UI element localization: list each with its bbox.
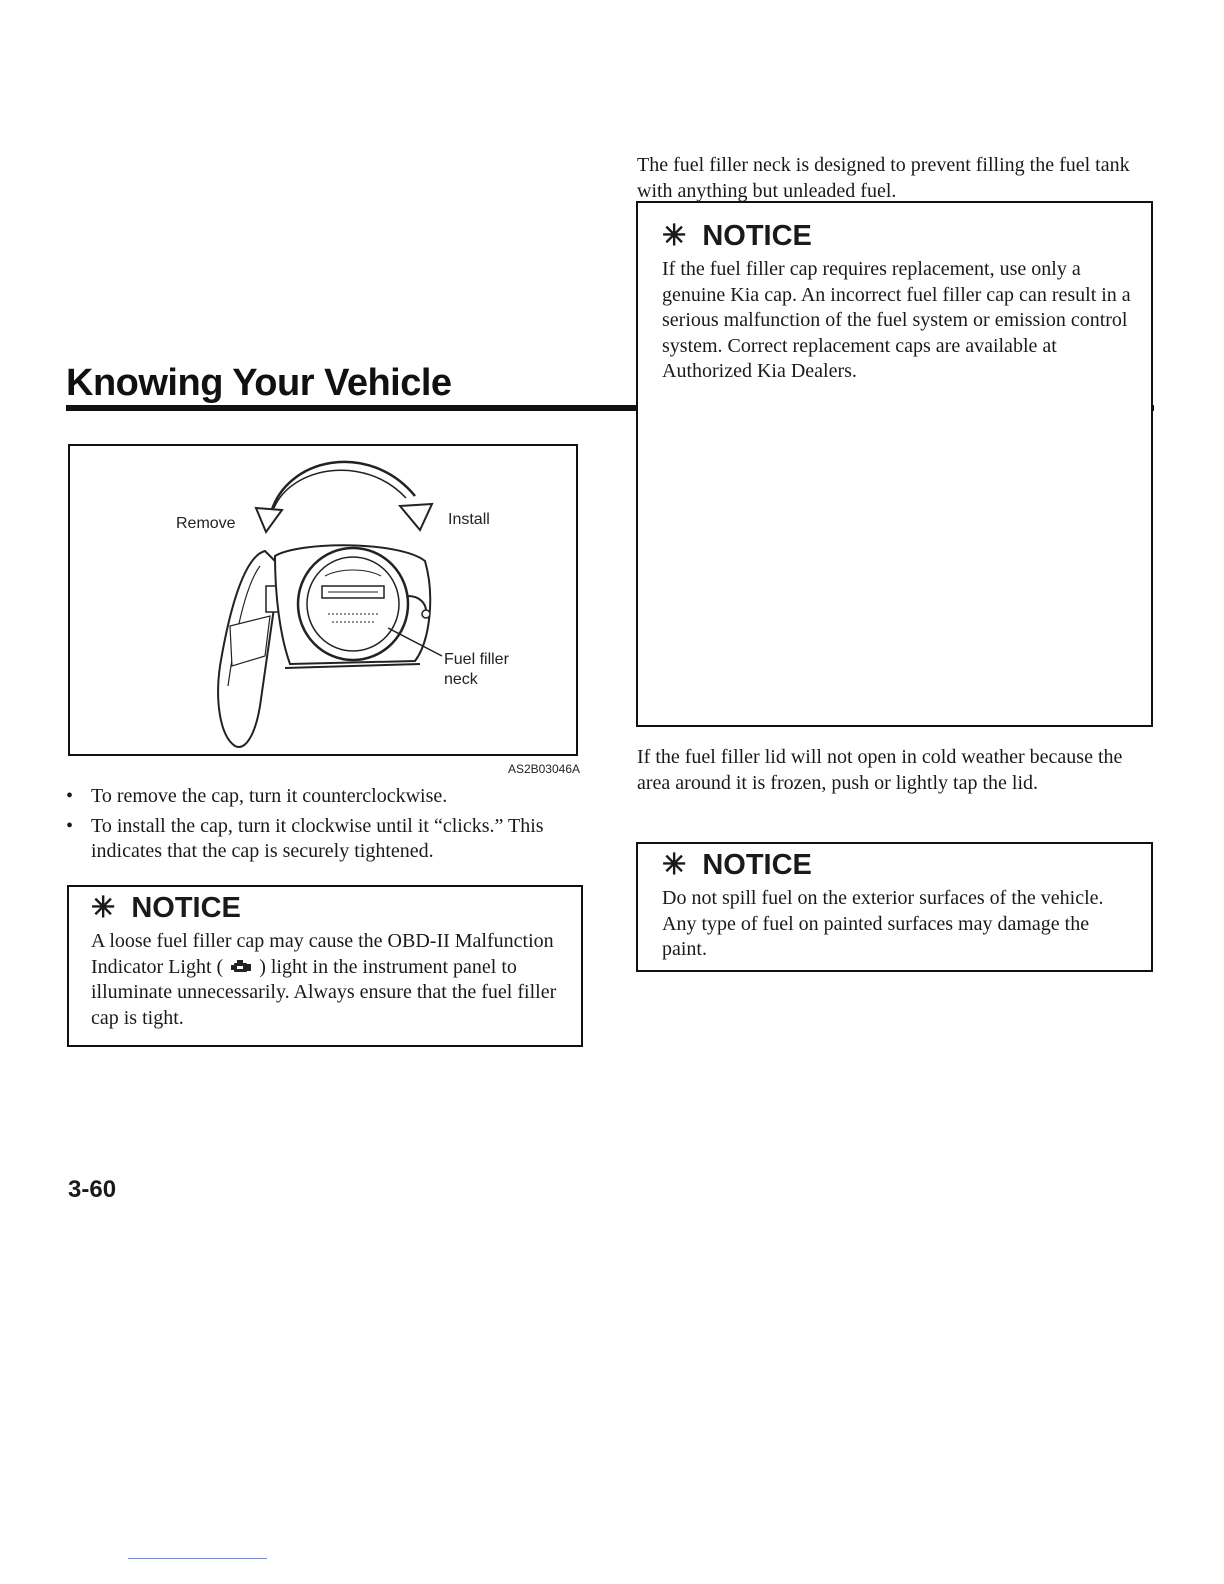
fuel-filler-neck-label xyxy=(444,650,509,690)
notice-heading xyxy=(662,219,1131,253)
bullet-text: To remove the cap, turn it counterclockwise. xyxy=(91,785,448,807)
notice-heading xyxy=(91,891,561,925)
bullet-dot: • xyxy=(66,785,74,807)
notice-body xyxy=(91,929,561,1031)
notice-loose-cap xyxy=(67,885,583,1047)
install-arrowhead xyxy=(400,504,432,530)
section-title: Knowing Your Vehicle xyxy=(66,362,452,404)
bullet-dot: • xyxy=(66,815,74,837)
fuel-cap xyxy=(298,548,408,660)
notice-replacement-cap xyxy=(636,201,1153,727)
bullet-text: To install the cap, turn it clockwise until it “clicks.” This indicates that the cap is securely tightened. xyxy=(91,815,544,862)
notice-text-start: A loose fuel filler cap may cause the OBD-II Malfunction Indicator Light ( xyxy=(91,930,554,978)
notice-title: NOTICE xyxy=(702,849,812,881)
asterisk-icon: ✳ xyxy=(662,220,687,252)
remove-label: Remove xyxy=(176,515,236,532)
engine-check-icon xyxy=(230,960,252,974)
list-item xyxy=(64,814,584,864)
bottom-link-rule xyxy=(128,1558,267,1559)
asterisk-icon: ✳ xyxy=(662,849,687,881)
asterisk-icon: ✳ xyxy=(91,892,116,924)
instruction-list xyxy=(64,784,584,869)
figure-code: AS2B03046A xyxy=(507,762,580,776)
page-number: 3-60 xyxy=(68,1176,117,1203)
notice-body: Do not spill fuel on the exterior surfaces of the vehicle. Any type of fuel on painted surfaces may damage the paint. xyxy=(662,887,1104,960)
fuel-filler-label-line1: Fuel filler xyxy=(444,651,509,668)
cold-weather-paragraph: If the fuel filler lid will not open in cold weather because the area around it is frozen, push or lightly tap the lid. xyxy=(637,746,1123,794)
list-item xyxy=(64,784,584,809)
filler-neck-paragraph: The fuel filler neck is designed to prevent filling the fuel tank with anything but unleaded fuel. xyxy=(637,154,1130,202)
fuel-cap-illustration xyxy=(70,446,578,756)
install-label: Install xyxy=(448,511,490,528)
fuel-cap-figure xyxy=(68,444,578,756)
notice-title: NOTICE xyxy=(131,892,241,924)
fuel-filler-label-line2: neck xyxy=(444,671,478,688)
notice-text-end: ) light in the instrument panel to illuminate unnecessarily. Always ensure that the fuel filler cap is tight. xyxy=(91,955,557,1029)
notice-heading xyxy=(662,848,1131,882)
notice-spill-fuel xyxy=(636,842,1153,972)
notice-title: NOTICE xyxy=(702,220,812,252)
remove-arrowhead xyxy=(256,508,282,532)
notice-body: If the fuel filler cap requires replacement, use only a genuine Kia cap. An incorrect fuel filler cap can result in a serious malfunction of the fuel system or emission control system. Correct replacement caps are available at Authorized Kia Dealers. xyxy=(662,258,1131,382)
